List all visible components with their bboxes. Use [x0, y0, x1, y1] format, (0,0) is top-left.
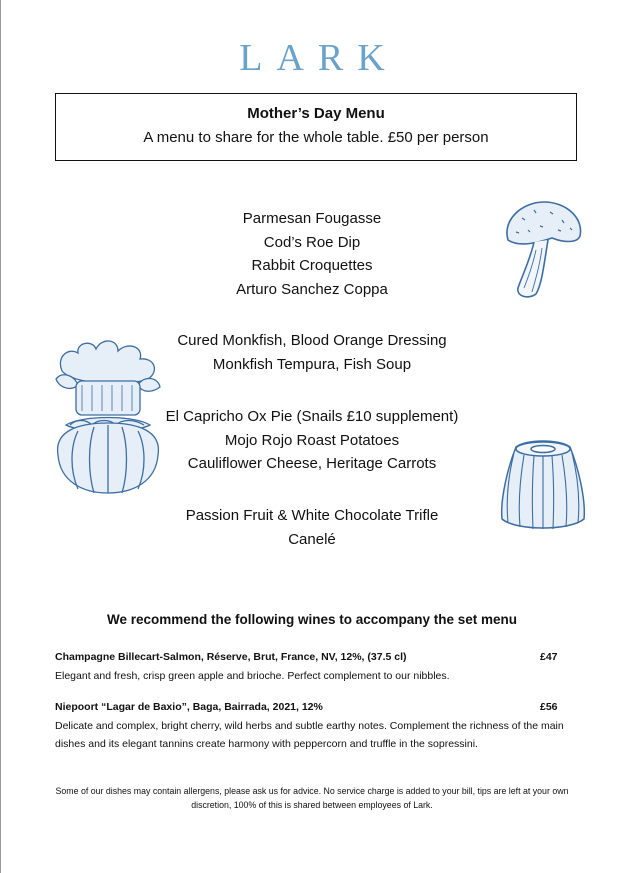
canele-illustration	[500, 437, 586, 533]
menu-header-box	[55, 93, 577, 161]
wine-description: Elegant and fresh, crisp green apple and brioche. Perfect complement to our nibbles.	[55, 669, 450, 682]
dish-item: Mojo Rojo Roast Potatoes	[224, 431, 400, 449]
dish-item: Cauliflower Cheese, Heritage Carrots	[187, 455, 437, 472]
dish-item: Parmesan Fougasse	[242, 210, 382, 227]
wine-price: £47	[540, 651, 558, 663]
menu-title: Mother’s Day Menu	[247, 105, 385, 122]
pumpkin-pie-illustration	[52, 335, 164, 495]
wine-item	[55, 648, 570, 685]
dish-item: Passion Fruit & White Chocolate Trifle	[185, 507, 439, 524]
mushroom-illustration	[500, 198, 586, 302]
brand-logo: LARK	[239, 37, 399, 79]
allergen-footer: Some of our dishes may contain allergens, please ask us for advice. No service charge is added to your bill, tips are left at your own discretion, 100% of this is shared between employees of Lark.	[55, 786, 569, 810]
wines-heading: We recommend the following wines to accompany the set menu	[106, 612, 518, 627]
wine-price: £56	[540, 701, 558, 713]
dish-item: Rabbit Croquettes	[251, 257, 373, 274]
wine-description: Delicate and complex, bright cherry, wild herbs and subtle earthy notes. Complement the richness of the main dishes and its elegant tannins create harmony with peppercorn and truffle in the sopressini.	[55, 719, 564, 750]
dish-item: Cured Monkfish, Blood Orange Dressing	[177, 332, 447, 349]
dish-item: Monkfish Tempura, Fish Soup	[212, 355, 412, 373]
wine-name: Champagne Billecart-Salmon, Réserve, Brut, France, NV, 12%, (37.5 cl)	[55, 651, 407, 663]
dish-item: El Capricho Ox Pie (Snails £10 supplement)	[165, 408, 459, 425]
dish-item: Canelé	[288, 530, 336, 548]
menu-subtitle: A menu to share for the whole table. £50 per person	[143, 129, 489, 146]
wine-item	[55, 698, 570, 754]
wine-name: Niepoort “Lagar de Baxio”, Baga, Bairrada, 2021, 12%	[55, 701, 323, 713]
dish-item: Cod’s Roe Dip	[263, 233, 361, 251]
dish-item: Arturo Sanchez Coppa	[236, 280, 388, 298]
